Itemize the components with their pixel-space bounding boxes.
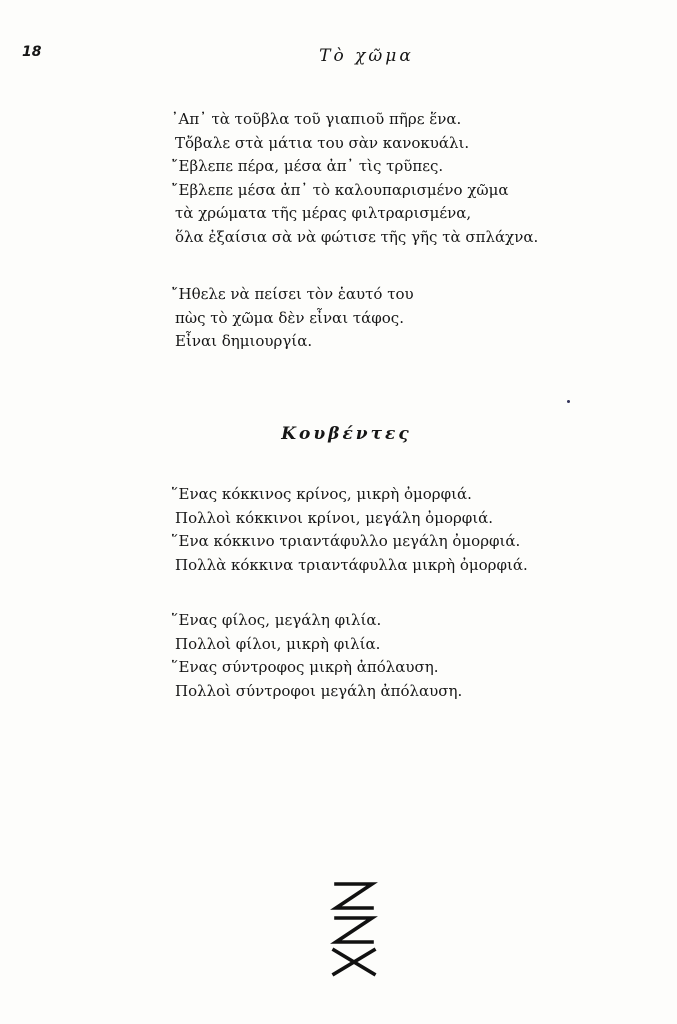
stanza [171,108,538,249]
stanza [171,483,528,577]
stanza [171,283,414,354]
verse-line: Πολλοὶ φίλοι, μικρὴ φιλία. [175,634,381,653]
verse-line: Πολλὰ κόκκινα τριαντάφυλλα μικρὴ ὀμορφιά. [175,555,528,574]
stanza [171,609,462,703]
verse-line: Εἶναι δημιουργία. [175,332,313,350]
verse-line: ῞Ενας σύντροφος μικρὴ ἀπόλαυση. [171,658,439,676]
verse-line: ῎Ηθελε νὰ πείσει τὸν ἑαυτό του [171,285,414,303]
verse-line: ὅλα ἐξαίσια σὰ νὰ φώτισε τῆς γῆς τὰ σπλάχνα. [175,227,539,246]
poem-title: Τὸ χῶμα [319,46,414,66]
poem-title: Κουβέντες [281,424,412,444]
verse-line: ῞Ενας φίλος, μεγάλη φιλία. [171,611,382,629]
verse-line: ῎Εβλεπε μέσα ἀπ᾿ τὸ καλουπαρισμένο χῶμα [171,180,509,199]
verse-line: τὰ χρώματα τῆς μέρας φιλτραρισμένα, [175,204,472,222]
verse-line: Πολλοὶ σύντροφοι μεγάλη ἀπόλαυση. [175,681,463,700]
ink-speck [567,400,570,403]
verse-line: ῞Ενας κόκκινος κρίνος, μικρὴ ὀμορφιά. [171,485,472,503]
verse-line: Πολλοὶ κόκκινοι κρίνοι, μεγάλη ὀμορφιά. [175,508,494,527]
verse-line: πὼς τὸ χῶμα δὲν εἶναι τάφος. [175,308,404,327]
verse-line: ῞Ενα κόκκινο τριαντάφυλλο μεγάλη ὀμορφιά. [171,532,521,550]
page-number: 18 [22,44,42,60]
verse-line: ᾿Απ᾿ τὰ τοῦβλα τοῦ γιαπιοῦ πῆρε ἕνα. [171,110,462,128]
monogram-icon [330,878,378,978]
verse-line: ῎Εβλεπε πέρα, μέσα ἀπ᾿ τὶς τρῦπες. [171,157,444,175]
verse-line: Τὄβαλε στὰ μάτια του σὰν κανοκυάλι. [175,133,470,152]
